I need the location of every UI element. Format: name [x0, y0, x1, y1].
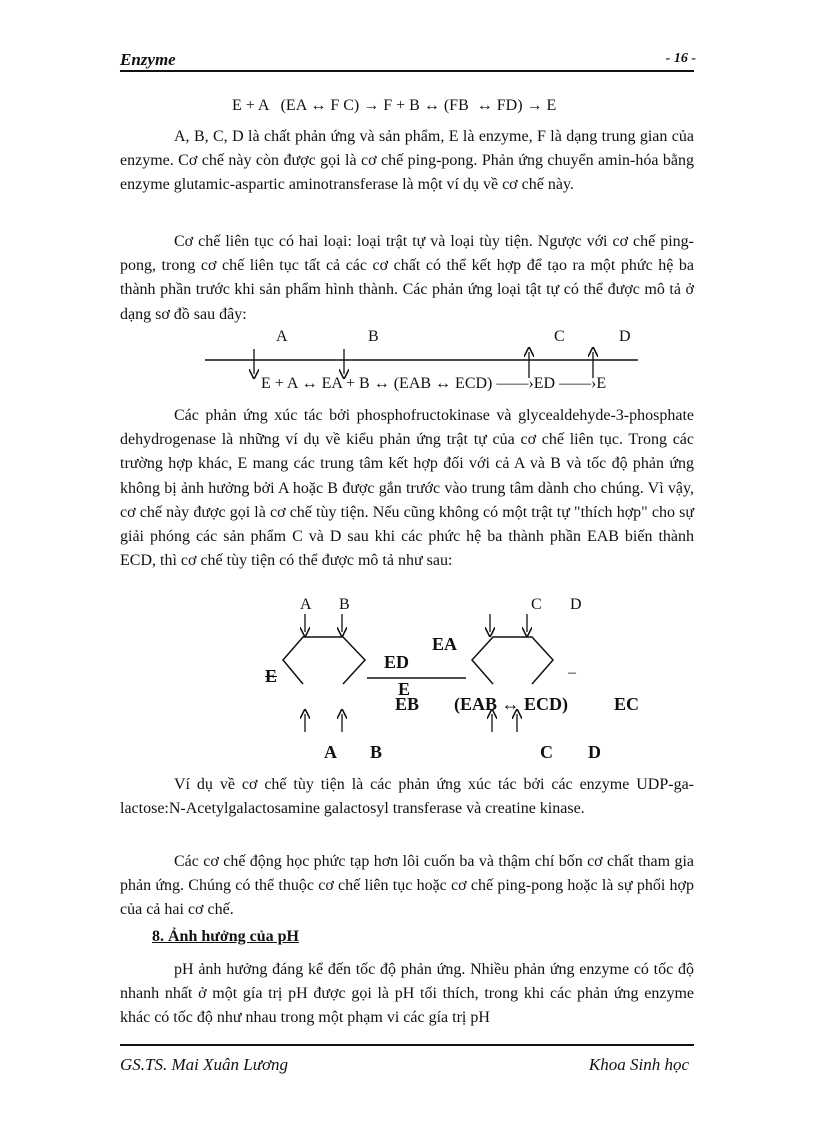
paragraph-pingpong-explanation: A, B, C, D là chất phản ứng và sản phẩm, E là enzyme, F là dạng trung gian của enzyme. Cơ chế này còn được gọi là cơ chế ping-pong. Phản ứng chuyển amin-hóa bằng enzyme glutamic-aspartic aminotransferase là một ví dụ về cơ chế này.	[120, 128, 694, 194]
random-center-complex: (EAB ↔ ECD)	[454, 694, 569, 714]
random-bottom-d: D	[588, 742, 601, 762]
random-e-left: E	[265, 666, 278, 686]
footer-rule	[120, 1044, 694, 1046]
footer-author: GS.TS. Mai Xuân Lương	[120, 1055, 289, 1074]
footer-department: Khoa Sinh học	[588, 1055, 689, 1074]
random-ec: EC	[614, 694, 640, 714]
random-top-b: B	[339, 596, 350, 613]
paragraph-random-examples: Ví dụ về cơ chế tùy tiện là các phản ứng xúc tác bởi các enzyme UDP-ga- lactose:N-Acetylgalactosamine galactosyl transferase và creatine kinase.	[120, 776, 694, 818]
random-top-d: D	[570, 596, 582, 613]
random-eb: EB	[395, 694, 420, 714]
random-top-a: A	[300, 596, 312, 613]
ordered-reaction-line: E + A ↔ EA + B ↔ (EAB ↔ ECD) ——›ED ——›E	[261, 375, 607, 392]
random-e-mid: E	[398, 679, 411, 699]
random-bottom-b: B	[370, 742, 383, 762]
random-ea: EA	[432, 634, 458, 654]
ordered-label-b: B	[368, 328, 379, 345]
paragraph-sequential-mechanism: Cơ chế liên tục có hai loại: loại trật tự và loại tùy tiện. Ngược với cơ chế ping-pong, trong cơ chế liên tục tất cả các cơ chất có thể kết hợp để tạo ra một phức hệ ba thành phần trước khi sản phẩm hình thành. Các phản ứng loại tật tự có thể được mô tả ở dạng sơ đồ sau đây:	[120, 233, 694, 323]
random-ed: ED	[384, 652, 410, 672]
section-heading-ph: 8. Ảnh hưởng của pH	[152, 928, 299, 945]
random-top-c: C	[531, 596, 542, 613]
page-number: - 16 -	[665, 51, 696, 66]
ordered-label-d: D	[619, 328, 631, 345]
pingpong-equation: E + A (EA ↔ F C) → F + B ↔ (FB ↔ FD) → E	[232, 97, 557, 114]
random-bottom-a: A	[324, 742, 337, 762]
random-dash: –	[568, 664, 576, 681]
ordered-label-a: A	[276, 328, 288, 345]
ordered-label-c: C	[554, 328, 565, 345]
paragraph-complex-mechanisms: Các cơ chế động học phức tạp hơn lôi cuốn ba và thậm chí bốn cơ chất tham gia phản ứng. Chúng có thể thuộc cơ chế liên tục hoặc cơ chế ping-pong hoặc là sự phối hợp của cả hai cơ chế.	[120, 853, 694, 919]
paragraph-random-mechanism: Các phản ứng xúc tác bởi phosphofructokinase và glycealdehyde-3-phosphate dehydrogenase là những ví dụ về kiểu phản ứng trật tự của cơ chế liên tục. Trong các trường hợp khác, E mang các trung tâm kết hợp đối với cả A và B và tốc độ phản ứng không bị ảnh hưởng bởi A hoặc B được gắn trước vào trung tâm dành cho chúng. Vì vậy, cơ chế này được gọi là cơ chế tùy tiện. Nếu cũng không có một trật tự "thích hợp" cho sự giải phóng các sản phẩm C và D sau khi các phức hệ ba thành phần EAB biến thành ECD, thì cơ chế tùy tiện có thể được mô tả như sau:	[120, 407, 694, 570]
running-header-title: Enzyme	[120, 50, 176, 69]
random-bottom-c: C	[540, 742, 553, 762]
paragraph-ph-effect: pH ảnh hưởng đáng kể đến tốc độ phản ứng. Nhiều phản ứng enzyme có tốc độ nhanh nhất ở một gía trị pH được gọi là pH tối thích, trong khi các phản ứng enzyme khác có tốc độ như nhau trong một phạm vi các gía trị pH	[120, 961, 694, 1027]
